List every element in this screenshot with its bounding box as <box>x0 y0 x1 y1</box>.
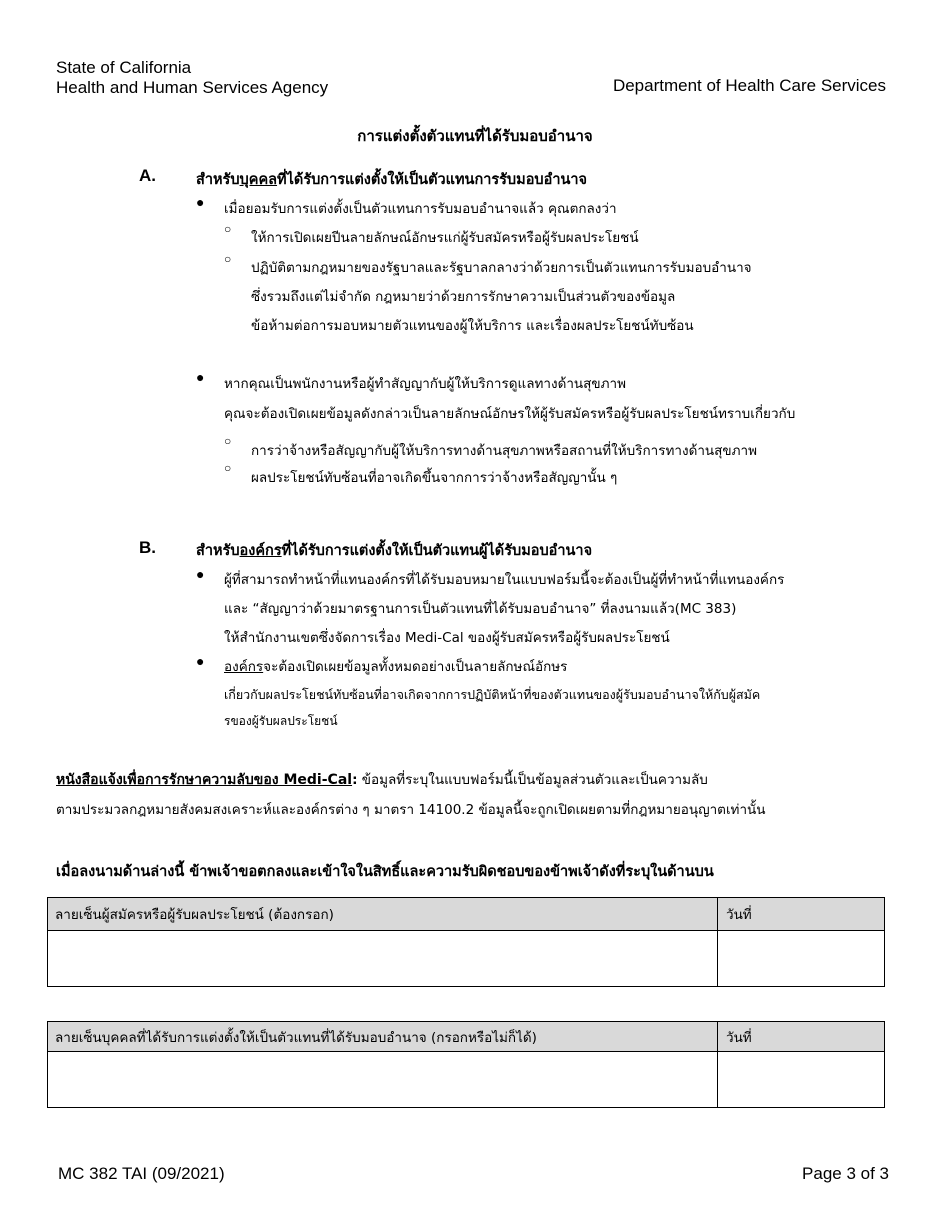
section-b-bullet-2-line-1-post: จะต้องเปิดเผยข้อมูลทั้งหมดอย่างเป็นลายลักษณ์อักษร <box>263 659 568 675</box>
representative-date-field[interactable] <box>718 1052 884 1107</box>
sub-bullet-icon: ○ <box>224 222 232 236</box>
page-title: การแต่งตั้งตัวแทนที่ได้รับมอบอำนาจ <box>357 127 593 145</box>
notice-colon: : <box>352 772 358 788</box>
section-b-bullet-2-line-3: รของผู้รับผลประโยชน์ <box>224 714 338 728</box>
notice-line-1-rest: ข้อมูลที่ระบุในแบบฟอร์มนี้เป็นข้อมูลส่วนตัวและเป็นความลับ <box>357 772 708 788</box>
applicant-date-field[interactable] <box>718 931 884 986</box>
page-number: Page 3 of 3 <box>802 1164 889 1183</box>
section-a-sub-3: การว่าจ้างหรือสัญญากับผู้ให้บริการทางด้านสุขภาพหรือสถานที่ให้บริการทางด้านสุขภาพ <box>251 443 757 459</box>
section-b-bullet-2-underlined: องค์กร <box>224 659 264 675</box>
section-a-bullet-1: เมื่อยอมรับการแต่งตั้งเป็นตัวแทนการรับมอบอำนาจแล้ว คุณตกลงว่า <box>224 201 617 217</box>
bullet-icon: ● <box>196 196 205 211</box>
header-agency-block <box>56 58 328 98</box>
section-b-bullet-2-line-2: เกี่ยวกับผลประโยชน์ทับซ้อนที่อาจเกิดจากการปฏิบัติหน้าที่ของตัวแทนของผู้รับมอบอำนาจให้กับผู้สมัค <box>224 687 761 702</box>
section-b-bullet-1-line-3: ให้สำนักงานเขตซึ่งจัดการเรื่อง Medi-Cal ของผู้รับสมัครหรือผู้รับผลประโยชน์ <box>224 630 670 646</box>
signature-box-header <box>48 1022 884 1052</box>
section-a-heading-underlined: บุคคล <box>239 172 278 188</box>
sub-bullet-icon: ○ <box>224 434 232 448</box>
representative-date-label: วันที่ <box>726 1029 752 1046</box>
section-b-heading-pre: สำหรับ <box>196 543 240 559</box>
applicant-signature-box <box>47 897 885 987</box>
sub-bullet-icon: ○ <box>224 252 232 266</box>
section-a-bullet-2-line-2: คุณจะต้องเปิดเผยข้อมูลดังกล่าวเป็นลายลักษณ์อักษรให้ผู้รับสมัครหรือผู้รับผลประโยชน์ทราบเกี่ยวกับ <box>224 406 796 422</box>
notice-line-2: ตามประมวลกฎหมายสังคมสงเคราะห์และองค์กรต่าง ๆ มาตรา 14100.2 ข้อมูลนี้จะถูกเปิดเผยตามที่กฎหมายอนุญาตเท่านั้น <box>56 802 766 818</box>
section-a-letter: A. <box>139 166 156 185</box>
section-b-heading <box>196 539 592 562</box>
representative-signature-label: ลายเซ็นบุคคลที่ได้รับการแต่งตั้งให้เป็นตัวแทนที่ได้รับมอบอำนาจ (กรอกหรือไม่ก็ได้) <box>48 1022 718 1051</box>
bullet-icon: ● <box>196 568 205 583</box>
applicant-signature-field[interactable] <box>48 931 718 986</box>
section-a-heading <box>196 168 587 191</box>
section-a-sub-2-line-2: ซึ่งรวมถึงแต่ไม่จำกัด กฎหมายว่าด้วยการรักษาความเป็นส่วนตัวของข้อมูล <box>251 289 676 305</box>
notice-line-1 <box>56 765 766 795</box>
agreement-statement: เมื่อลงนามด้านล่างนี้ ข้าพเจ้าขอตกลงและเข้าใจในสิทธิ์และความรับผิดชอบของข้าพเจ้าดังที่ระบุในด้านบน <box>56 864 714 880</box>
applicant-signature-label: ลายเซ็นผู้สมัครหรือผู้รับผลประโยชน์ (ต้องกรอก) <box>48 898 718 930</box>
section-a-sub-4: ผลประโยชน์ทับซ้อนที่อาจเกิดขึ้นจากการว่าจ้างหรือสัญญานั้น ๆ <box>251 470 618 486</box>
section-b-bullet-1-line-2: และ “สัญญาว่าด้วยมาตรฐานการเป็นตัวแทนที่ได้รับมอบอำนาจ” ที่ลงนามแล้ว(MC 383) <box>224 601 737 617</box>
section-a-sub-1: ให้การเปิดเผยปีนลายลักษณ์อักษรแก่ผู้รับสมัครหรือผู้รับผลประโยชน์ <box>251 230 639 246</box>
agency-name: Health and Human Services Agency <box>56 78 329 97</box>
section-a-bullet-2-line-1: หากคุณเป็นพนักงานหรือผู้ทำสัญญากับผู้ให้บริการดูแลทางด้านสุขภาพ <box>224 376 627 392</box>
bullet-icon: ● <box>196 371 205 386</box>
notice-heading: หนังสือแจ้งเพื่อการรักษาความลับของ Medi-Cal <box>56 772 353 788</box>
section-a-heading-pre: สำหรับ <box>196 172 240 188</box>
form-id: MC 382 TAI (09/2021) <box>58 1164 225 1183</box>
section-b-heading-underlined: องค์กร <box>239 543 282 559</box>
state-name: State of California <box>56 58 192 77</box>
representative-signature-box <box>47 1021 885 1108</box>
confidentiality-notice <box>56 765 766 825</box>
section-b-letter: B. <box>139 538 156 557</box>
section-a-heading-post: ที่ได้รับการแต่งตั้งให้เป็นตัวแทนการรับมอบอำนาจ <box>277 172 588 188</box>
bullet-icon: ● <box>196 655 205 670</box>
department-name: Department of Health Care Services <box>612 76 886 95</box>
section-a-sub-2-line-3: ข้อห้ามต่อการมอบหมายตัวแทนของผู้ให้บริการ และเรื่องผลประโยชน์ทับซ้อน <box>251 318 694 334</box>
representative-signature-field[interactable] <box>48 1052 718 1107</box>
signature-box-body <box>48 1052 884 1107</box>
applicant-date-label: วันที่ <box>726 907 752 923</box>
signature-box-header <box>48 898 884 931</box>
signature-box-body <box>48 931 884 986</box>
section-b-bullet-2-line-1 <box>224 655 567 677</box>
sub-bullet-icon: ○ <box>224 461 232 475</box>
section-b-bullet-1-line-1: ผู้ที่สามารถทำหน้าที่แทนองค์กรที่ได้รับมอบหมายในแบบฟอร์มนี้จะต้องเป็นผู้ที่ทำหน้าที่แทนองค์กร <box>224 572 785 588</box>
section-a-sub-2-line-1: ปฏิบัติตามกฎหมายของรัฐบาลและรัฐบาลกลางว่าด้วยการเป็นตัวแทนการรับมอบอำนาจ <box>251 260 752 276</box>
section-b-heading-post: ที่ได้รับการแต่งตั้งให้เป็นตัวแทนผู้ได้รับมอบอำนาจ <box>281 543 593 559</box>
